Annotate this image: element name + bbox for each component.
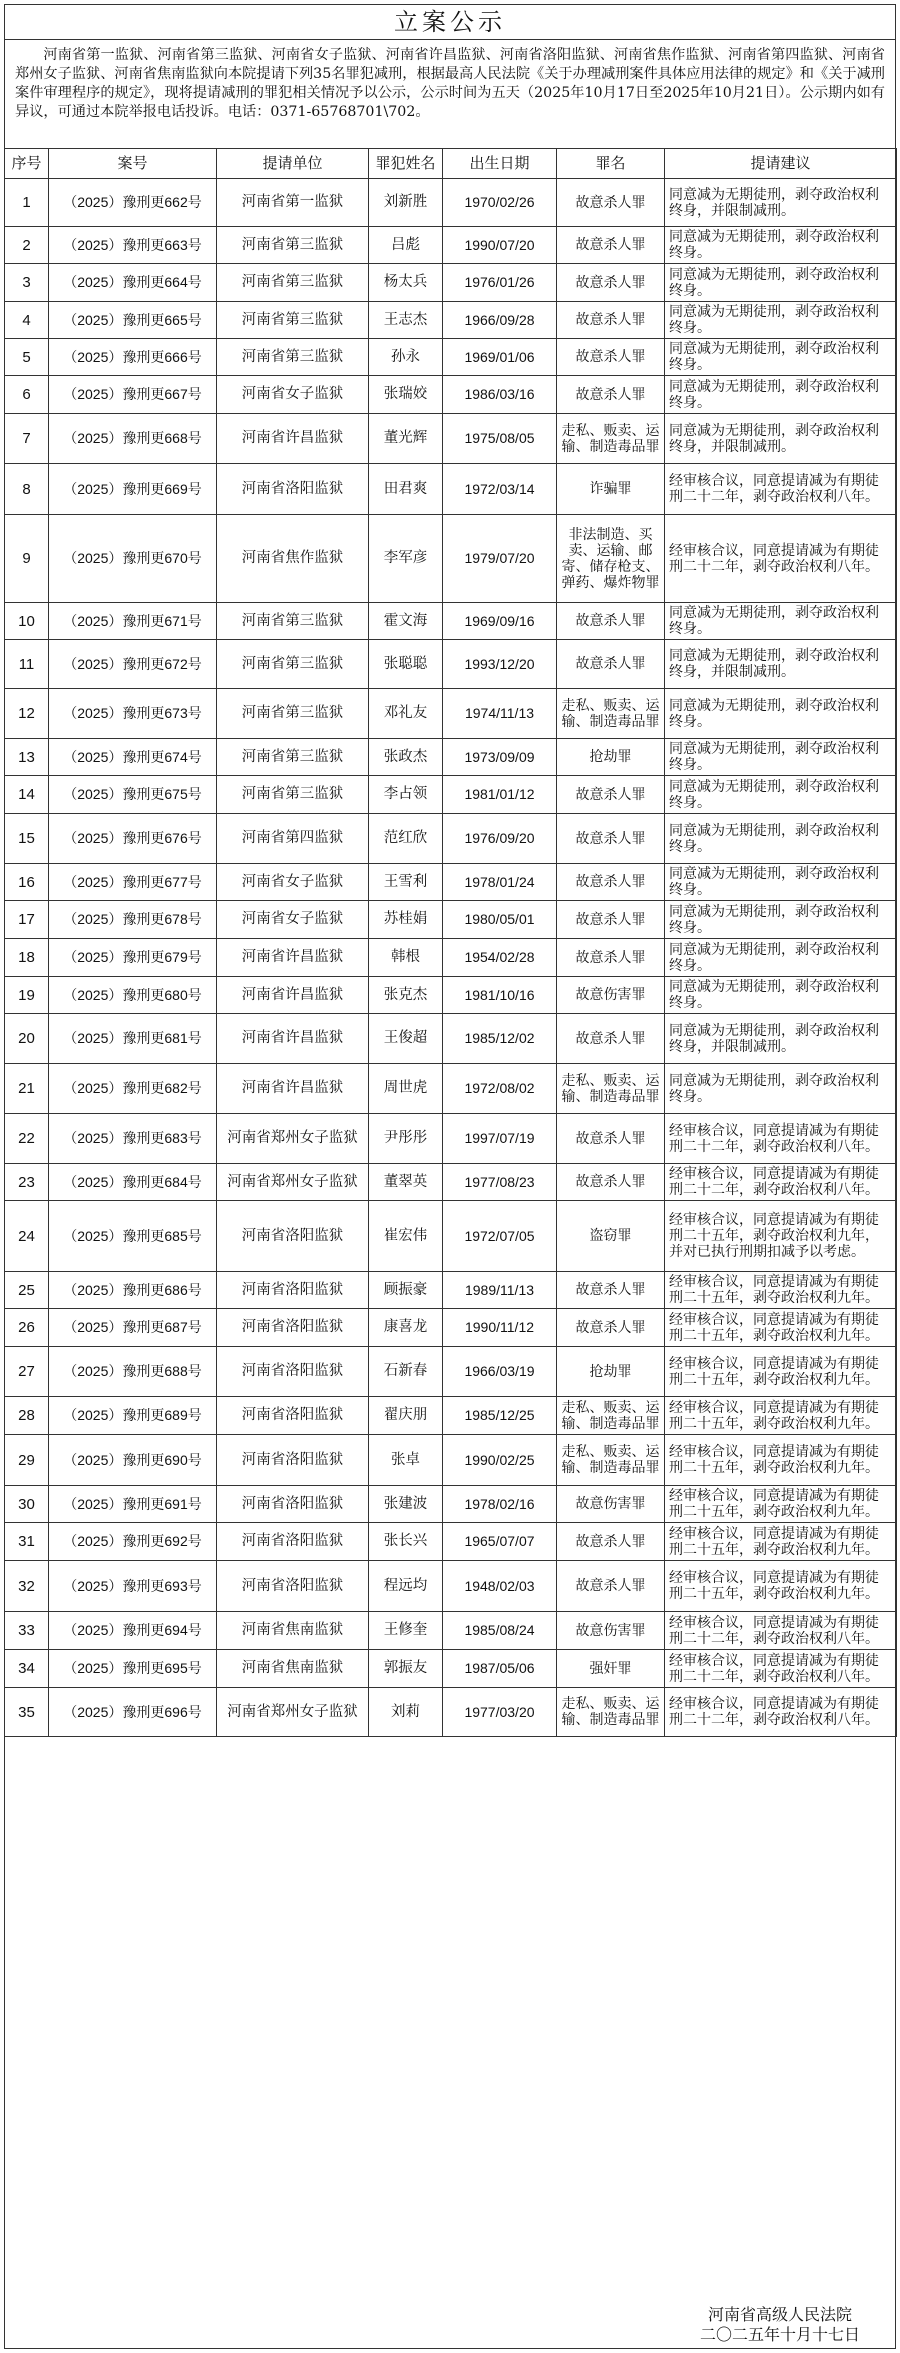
- row-suggestion: 经审核合议，同意提请减为有期徒刑二十五年，剥夺政治权利九年。: [665, 1523, 897, 1561]
- row-no: 11: [5, 640, 49, 689]
- row-crime: 故意杀人罪: [557, 776, 665, 814]
- row-dob: 1985/12/25: [443, 1397, 557, 1435]
- table-row: [5, 1650, 897, 1688]
- row-unit: 河南省焦南监狱: [217, 1650, 369, 1688]
- row-name: 张克杰: [369, 977, 443, 1014]
- row-suggestion: 经审核合议，同意提请减为有期徒刑二十五年，剥夺政治权利九年，并对已执行刑期扣减予以考虑。: [665, 1201, 897, 1272]
- row-suggestion: 同意减为无期徒刑，剥夺政治权利终身。: [665, 864, 897, 901]
- row-name: 石新春: [369, 1347, 443, 1397]
- row-crime: 故意伤害罪: [557, 1612, 665, 1650]
- table-row: [5, 1612, 897, 1650]
- notice-frame: [4, 4, 896, 2349]
- header-dob: 出生日期: [443, 149, 557, 179]
- table-row: [5, 640, 897, 689]
- row-no: 26: [5, 1309, 49, 1347]
- page-title: 立案公示: [5, 5, 895, 40]
- row-case-number: （2025）豫刑更696号: [49, 1688, 217, 1737]
- footer-court: 河南省高级人民法院: [707, 2305, 852, 2324]
- row-suggestion: 同意减为无期徒刑，剥夺政治权利终身。: [665, 1064, 897, 1114]
- row-no: 23: [5, 1164, 49, 1201]
- row-unit: 河南省第三监狱: [217, 227, 369, 264]
- row-crime: 故意杀人罪: [557, 376, 665, 414]
- row-no: 6: [5, 376, 49, 414]
- row-case-number: （2025）豫刑更675号: [49, 776, 217, 814]
- row-crime: 故意杀人罪: [557, 1561, 665, 1612]
- row-no: 30: [5, 1486, 49, 1523]
- row-case-number: （2025）豫刑更689号: [49, 1397, 217, 1435]
- row-dob: 1972/07/05: [443, 1201, 557, 1272]
- row-no: 9: [5, 515, 49, 603]
- row-dob: 1972/08/02: [443, 1064, 557, 1114]
- row-crime: 走私、贩卖、运输、制造毒品罪: [557, 1688, 665, 1737]
- row-suggestion: 经审核合议，同意提请减为有期徒刑二十五年，剥夺政治权利九年。: [665, 1486, 897, 1523]
- row-crime: 故意杀人罪: [557, 264, 665, 302]
- row-name: 杨太兵: [369, 264, 443, 302]
- footer-date: 二〇二五年十月十七日: [699, 2325, 860, 2344]
- row-case-number: （2025）豫刑更663号: [49, 227, 217, 264]
- row-no: 28: [5, 1397, 49, 1435]
- row-no: 2: [5, 227, 49, 264]
- row-no: 5: [5, 339, 49, 376]
- row-crime: 故意杀人罪: [557, 1272, 665, 1309]
- row-dob: 1978/01/24: [443, 864, 557, 901]
- row-unit: 河南省第三监狱: [217, 339, 369, 376]
- row-case-number: （2025）豫刑更691号: [49, 1486, 217, 1523]
- table-row: [5, 901, 897, 939]
- table-row: [5, 864, 897, 901]
- table-row: [5, 302, 897, 339]
- row-crime: 走私、贩卖、运输、制造毒品罪: [557, 1435, 665, 1486]
- row-case-number: （2025）豫刑更676号: [49, 814, 217, 864]
- row-case-number: （2025）豫刑更681号: [49, 1014, 217, 1064]
- row-unit: 河南省洛阳监狱: [217, 1201, 369, 1272]
- row-no: 35: [5, 1688, 49, 1737]
- row-unit: 河南省第四监狱: [217, 814, 369, 864]
- row-unit: 河南省洛阳监狱: [217, 1523, 369, 1561]
- row-name: 康喜龙: [369, 1309, 443, 1347]
- row-no: 24: [5, 1201, 49, 1272]
- table-row: [5, 814, 897, 864]
- row-no: 34: [5, 1650, 49, 1688]
- row-case-number: （2025）豫刑更690号: [49, 1435, 217, 1486]
- row-crime: 走私、贩卖、运输、制造毒品罪: [557, 414, 665, 464]
- row-case-number: （2025）豫刑更695号: [49, 1650, 217, 1688]
- row-unit: 河南省洛阳监狱: [217, 1561, 369, 1612]
- row-suggestion: 经审核合议，同意提请减为有期徒刑二十二年，剥夺政治权利八年。: [665, 1612, 897, 1650]
- row-suggestion: 同意减为无期徒刑，剥夺政治权利终身，并限制减刑。: [665, 414, 897, 464]
- row-no: 22: [5, 1114, 49, 1164]
- row-case-number: （2025）豫刑更664号: [49, 264, 217, 302]
- row-case-number: （2025）豫刑更682号: [49, 1064, 217, 1114]
- row-case-number: （2025）豫刑更677号: [49, 864, 217, 901]
- table-row: [5, 339, 897, 376]
- row-crime: 故意杀人罪: [557, 640, 665, 689]
- row-suggestion: 经审核合议，同意提请减为有期徒刑二十二年，剥夺政治权利八年。: [665, 1164, 897, 1201]
- row-crime: 诈骗罪: [557, 464, 665, 515]
- row-suggestion: 同意减为无期徒刑，剥夺政治权利终身。: [665, 603, 897, 640]
- row-crime: 故意杀人罪: [557, 814, 665, 864]
- table-row: [5, 1272, 897, 1309]
- table-row: [5, 1435, 897, 1486]
- row-dob: 1969/09/16: [443, 603, 557, 640]
- row-dob: 1974/11/13: [443, 689, 557, 739]
- row-dob: 1990/07/20: [443, 227, 557, 264]
- row-unit: 河南省焦南监狱: [217, 1612, 369, 1650]
- row-name: 张建波: [369, 1486, 443, 1523]
- row-crime: 故意杀人罪: [557, 901, 665, 939]
- table-body: [5, 179, 897, 1737]
- table-row: [5, 1014, 897, 1064]
- row-name: 王修奎: [369, 1612, 443, 1650]
- row-name: 程远均: [369, 1561, 443, 1612]
- row-unit: 河南省第一监狱: [217, 179, 369, 227]
- row-name: 刘新胜: [369, 179, 443, 227]
- table-row: [5, 776, 897, 814]
- row-crime: 故意杀人罪: [557, 302, 665, 339]
- row-suggestion: 同意减为无期徒刑，剥夺政治权利终身，并限制减刑。: [665, 1014, 897, 1064]
- header-crime: 罪名: [557, 149, 665, 179]
- row-dob: 1993/12/20: [443, 640, 557, 689]
- table-row: [5, 1309, 897, 1347]
- row-suggestion: 经审核合议，同意提请减为有期徒刑二十五年，剥夺政治权利九年。: [665, 1309, 897, 1347]
- row-case-number: （2025）豫刑更685号: [49, 1201, 217, 1272]
- row-dob: 1997/07/19: [443, 1114, 557, 1164]
- row-no: 25: [5, 1272, 49, 1309]
- row-suggestion: 经审核合议，同意提请减为有期徒刑二十五年，剥夺政治权利九年。: [665, 1397, 897, 1435]
- row-case-number: （2025）豫刑更693号: [49, 1561, 217, 1612]
- row-name: 田君爽: [369, 464, 443, 515]
- row-name: 尹彤彤: [369, 1114, 443, 1164]
- row-unit: 河南省女子监狱: [217, 864, 369, 901]
- row-crime: 故意杀人罪: [557, 1523, 665, 1561]
- row-dob: 1966/03/19: [443, 1347, 557, 1397]
- header-no: 序号: [5, 149, 49, 179]
- row-unit: 河南省女子监狱: [217, 901, 369, 939]
- row-case-number: （2025）豫刑更686号: [49, 1272, 217, 1309]
- row-dob: 1970/02/26: [443, 179, 557, 227]
- table-row: [5, 603, 897, 640]
- row-name: 董光辉: [369, 414, 443, 464]
- row-no: 31: [5, 1523, 49, 1561]
- row-dob: 1966/09/28: [443, 302, 557, 339]
- row-dob: 1976/01/26: [443, 264, 557, 302]
- row-case-number: （2025）豫刑更662号: [49, 179, 217, 227]
- table-row: [5, 1164, 897, 1201]
- row-case-number: （2025）豫刑更672号: [49, 640, 217, 689]
- row-name: 李军彦: [369, 515, 443, 603]
- table-row: [5, 414, 897, 464]
- row-case-number: （2025）豫刑更665号: [49, 302, 217, 339]
- row-unit: 河南省第三监狱: [217, 302, 369, 339]
- table-row: [5, 376, 897, 414]
- row-crime: 走私、贩卖、运输、制造毒品罪: [557, 1397, 665, 1435]
- row-unit: 河南省洛阳监狱: [217, 1486, 369, 1523]
- row-dob: 1973/09/09: [443, 739, 557, 776]
- row-dob: 1954/02/28: [443, 939, 557, 977]
- row-name: 张长兴: [369, 1523, 443, 1561]
- row-suggestion: 经审核合议，同意提请减为有期徒刑二十二年，剥夺政治权利八年。: [665, 1114, 897, 1164]
- row-suggestion: 经审核合议，同意提请减为有期徒刑二十五年，剥夺政治权利九年。: [665, 1435, 897, 1486]
- row-crime: 故意杀人罪: [557, 1164, 665, 1201]
- row-no: 13: [5, 739, 49, 776]
- row-crime: 故意杀人罪: [557, 603, 665, 640]
- table-row: [5, 1201, 897, 1272]
- row-suggestion: 同意减为无期徒刑，剥夺政治权利终身。: [665, 901, 897, 939]
- row-dob: 1948/02/03: [443, 1561, 557, 1612]
- table-row: [5, 1688, 897, 1737]
- row-case-number: （2025）豫刑更678号: [49, 901, 217, 939]
- row-suggestion: 经审核合议，同意提请减为有期徒刑二十二年，剥夺政治权利八年。: [665, 1688, 897, 1737]
- row-crime: 故意伤害罪: [557, 977, 665, 1014]
- row-name: 韩根: [369, 939, 443, 977]
- row-case-number: （2025）豫刑更680号: [49, 977, 217, 1014]
- table-row: [5, 1523, 897, 1561]
- row-case-number: （2025）豫刑更679号: [49, 939, 217, 977]
- row-name: 苏桂娟: [369, 901, 443, 939]
- row-no: 8: [5, 464, 49, 515]
- row-suggestion: 同意减为无期徒刑，剥夺政治权利终身，并限制减刑。: [665, 640, 897, 689]
- row-suggestion: 经审核合议，同意提请减为有期徒刑二十五年，剥夺政治权利九年。: [665, 1347, 897, 1397]
- table-row: [5, 1347, 897, 1397]
- row-name: 周世虎: [369, 1064, 443, 1114]
- row-crime: 故意杀人罪: [557, 339, 665, 376]
- row-crime: 走私、贩卖、运输、制造毒品罪: [557, 1064, 665, 1114]
- row-name: 郭振友: [369, 1650, 443, 1688]
- row-name: 翟庆朋: [369, 1397, 443, 1435]
- table-row: [5, 227, 897, 264]
- row-no: 16: [5, 864, 49, 901]
- row-suggestion: 同意减为无期徒刑，剥夺政治权利终身。: [665, 977, 897, 1014]
- row-name: 王雪利: [369, 864, 443, 901]
- row-dob: 1979/07/20: [443, 515, 557, 603]
- row-crime: 走私、贩卖、运输、制造毒品罪: [557, 689, 665, 739]
- row-dob: 1990/02/25: [443, 1435, 557, 1486]
- row-suggestion: 同意减为无期徒刑，剥夺政治权利终身。: [665, 339, 897, 376]
- table-row: [5, 1486, 897, 1523]
- row-case-number: （2025）豫刑更666号: [49, 339, 217, 376]
- row-suggestion: 同意减为无期徒刑，剥夺政治权利终身。: [665, 739, 897, 776]
- row-unit: 河南省洛阳监狱: [217, 1272, 369, 1309]
- row-unit: 河南省女子监狱: [217, 376, 369, 414]
- row-suggestion: 经审核合议，同意提请减为有期徒刑二十二年，剥夺政治权利八年。: [665, 515, 897, 603]
- row-no: 32: [5, 1561, 49, 1612]
- row-unit: 河南省第三监狱: [217, 264, 369, 302]
- row-case-number: （2025）豫刑更684号: [49, 1164, 217, 1201]
- row-dob: 1977/08/23: [443, 1164, 557, 1201]
- row-name: 刘莉: [369, 1688, 443, 1737]
- row-case-number: （2025）豫刑更694号: [49, 1612, 217, 1650]
- row-unit: 河南省第三监狱: [217, 603, 369, 640]
- row-dob: 1987/05/06: [443, 1650, 557, 1688]
- row-case-number: （2025）豫刑更671号: [49, 603, 217, 640]
- row-unit: 河南省第三监狱: [217, 776, 369, 814]
- row-dob: 1986/03/16: [443, 376, 557, 414]
- row-dob: 1977/03/20: [443, 1688, 557, 1737]
- row-suggestion: 同意减为无期徒刑，剥夺政治权利终身。: [665, 227, 897, 264]
- row-unit: 河南省洛阳监狱: [217, 464, 369, 515]
- table-row: [5, 515, 897, 603]
- row-name: 张卓: [369, 1435, 443, 1486]
- row-unit: 河南省第三监狱: [217, 689, 369, 739]
- row-crime: 故意杀人罪: [557, 864, 665, 901]
- row-case-number: （2025）豫刑更670号: [49, 515, 217, 603]
- table-row: [5, 464, 897, 515]
- row-no: 19: [5, 977, 49, 1014]
- row-name: 孙永: [369, 339, 443, 376]
- row-no: 18: [5, 939, 49, 977]
- row-no: 15: [5, 814, 49, 864]
- row-case-number: （2025）豫刑更669号: [49, 464, 217, 515]
- row-case-number: （2025）豫刑更668号: [49, 414, 217, 464]
- row-no: 17: [5, 901, 49, 939]
- row-unit: 河南省郑州女子监狱: [217, 1164, 369, 1201]
- row-unit: 河南省焦作监狱: [217, 515, 369, 603]
- row-no: 20: [5, 1014, 49, 1064]
- row-dob: 1965/07/07: [443, 1523, 557, 1561]
- row-case-number: （2025）豫刑更667号: [49, 376, 217, 414]
- row-unit: 河南省许昌监狱: [217, 977, 369, 1014]
- row-name: 王志杰: [369, 302, 443, 339]
- row-case-number: （2025）豫刑更674号: [49, 739, 217, 776]
- table-row: [5, 1114, 897, 1164]
- row-unit: 河南省洛阳监狱: [217, 1397, 369, 1435]
- row-suggestion: 同意减为无期徒刑，剥夺政治权利终身。: [665, 939, 897, 977]
- row-suggestion: 同意减为无期徒刑，剥夺政治权利终身。: [665, 814, 897, 864]
- case-table: [4, 148, 897, 1737]
- row-crime: 故意杀人罪: [557, 227, 665, 264]
- row-case-number: （2025）豫刑更688号: [49, 1347, 217, 1397]
- row-no: 12: [5, 689, 49, 739]
- row-crime: 抢劫罪: [557, 739, 665, 776]
- row-unit: 河南省洛阳监狱: [217, 1435, 369, 1486]
- row-dob: 1975/08/05: [443, 414, 557, 464]
- footer: [700, 2305, 860, 2345]
- row-suggestion: 同意减为无期徒刑，剥夺政治权利终身。: [665, 776, 897, 814]
- header-name: 罪犯姓名: [369, 149, 443, 179]
- row-no: 3: [5, 264, 49, 302]
- row-suggestion: 同意减为无期徒刑，剥夺政治权利终身。: [665, 376, 897, 414]
- row-crime: 故意杀人罪: [557, 1114, 665, 1164]
- table-row: [5, 689, 897, 739]
- header-unit: 提请单位: [217, 149, 369, 179]
- row-no: 29: [5, 1435, 49, 1486]
- row-name: 李占领: [369, 776, 443, 814]
- table-row: [5, 939, 897, 977]
- row-unit: 河南省许昌监狱: [217, 1014, 369, 1064]
- row-name: 张聪聪: [369, 640, 443, 689]
- table-row: [5, 179, 897, 227]
- row-dob: 1981/10/16: [443, 977, 557, 1014]
- row-no: 7: [5, 414, 49, 464]
- row-crime: 故意杀人罪: [557, 1014, 665, 1064]
- table-header-row: [5, 149, 897, 179]
- row-dob: 1981/01/12: [443, 776, 557, 814]
- row-dob: 1985/12/02: [443, 1014, 557, 1064]
- table-row: [5, 739, 897, 776]
- table-row: [5, 264, 897, 302]
- row-unit: 河南省许昌监狱: [217, 1064, 369, 1114]
- row-unit: 河南省郑州女子监狱: [217, 1688, 369, 1737]
- row-suggestion: 同意减为无期徒刑，剥夺政治权利终身，并限制减刑。: [665, 179, 897, 227]
- row-crime: 强奸罪: [557, 1650, 665, 1688]
- row-case-number: （2025）豫刑更692号: [49, 1523, 217, 1561]
- row-dob: 1990/11/12: [443, 1309, 557, 1347]
- header-suggestion: 提请建议: [665, 149, 897, 179]
- row-name: 张瑞姣: [369, 376, 443, 414]
- row-case-number: （2025）豫刑更687号: [49, 1309, 217, 1347]
- row-dob: 1980/05/01: [443, 901, 557, 939]
- row-no: 14: [5, 776, 49, 814]
- table-row: [5, 1064, 897, 1114]
- row-dob: 1978/02/16: [443, 1486, 557, 1523]
- row-crime: 盗窃罪: [557, 1201, 665, 1272]
- row-case-number: （2025）豫刑更673号: [49, 689, 217, 739]
- row-name: 霍文海: [369, 603, 443, 640]
- row-unit: 河南省许昌监狱: [217, 939, 369, 977]
- row-unit: 河南省许昌监狱: [217, 414, 369, 464]
- row-crime: 抢劫罪: [557, 1347, 665, 1397]
- row-suggestion: 同意减为无期徒刑，剥夺政治权利终身。: [665, 302, 897, 339]
- row-suggestion: 经审核合议，同意提请减为有期徒刑二十五年，剥夺政治权利九年。: [665, 1272, 897, 1309]
- row-no: 27: [5, 1347, 49, 1397]
- row-suggestion: 同意减为无期徒刑，剥夺政治权利终身。: [665, 264, 897, 302]
- row-name: 吕彪: [369, 227, 443, 264]
- row-no: 10: [5, 603, 49, 640]
- row-name: 张政杰: [369, 739, 443, 776]
- row-dob: 1969/01/06: [443, 339, 557, 376]
- row-dob: 1976/09/20: [443, 814, 557, 864]
- row-name: 范红欣: [369, 814, 443, 864]
- row-unit: 河南省洛阳监狱: [217, 1309, 369, 1347]
- table-row: [5, 977, 897, 1014]
- row-crime: 非法制造、买卖、运输、邮寄、储存枪支、弹药、爆炸物罪: [557, 515, 665, 603]
- row-unit: 河南省郑州女子监狱: [217, 1114, 369, 1164]
- row-unit: 河南省第三监狱: [217, 739, 369, 776]
- row-unit: 河南省第三监狱: [217, 640, 369, 689]
- row-dob: 1972/03/14: [443, 464, 557, 515]
- row-no: 33: [5, 1612, 49, 1650]
- row-name: 顾振豪: [369, 1272, 443, 1309]
- table-row: [5, 1397, 897, 1435]
- table-row: [5, 1561, 897, 1612]
- row-crime: 故意杀人罪: [557, 1309, 665, 1347]
- row-suggestion: 经审核合议，同意提请减为有期徒刑二十二年，剥夺政治权利八年。: [665, 464, 897, 515]
- row-case-number: （2025）豫刑更683号: [49, 1114, 217, 1164]
- row-no: 21: [5, 1064, 49, 1114]
- row-suggestion: 同意减为无期徒刑，剥夺政治权利终身。: [665, 689, 897, 739]
- row-dob: 1985/08/24: [443, 1612, 557, 1650]
- intro-paragraph: 河南省第一监狱、河南省第三监狱、河南省女子监狱、河南省许昌监狱、河南省洛阳监狱、河南省焦作监狱、河南省第四监狱、河南省郑州女子监狱、河南省焦南监狱向本院提请下列35名罪犯减刑，根据最高人民法院《关于办理减刑案件具体应用法律的规定》和《关于减刑案件审理程序的规定》，现将提请减刑的罪犯相关情况予以公示，公示时间为五天（2025年10月17日至2025年10月21日）。公示期内如有异议，可通过本院举报电话投诉。电话：0371-65768701\702。: [15, 47, 885, 120]
- row-crime: 故意杀人罪: [557, 939, 665, 977]
- row-suggestion: 经审核合议，同意提请减为有期徒刑二十五年，剥夺政治权利九年。: [665, 1561, 897, 1612]
- row-no: 1: [5, 179, 49, 227]
- row-name: 王俊超: [369, 1014, 443, 1064]
- row-crime: 故意伤害罪: [557, 1486, 665, 1523]
- row-no: 4: [5, 302, 49, 339]
- row-name: 崔宏伟: [369, 1201, 443, 1272]
- row-name: 董翠英: [369, 1164, 443, 1201]
- header-case: 案号: [49, 149, 217, 179]
- row-suggestion: 经审核合议，同意提请减为有期徒刑二十二年，剥夺政治权利八年。: [665, 1650, 897, 1688]
- row-dob: 1989/11/13: [443, 1272, 557, 1309]
- row-crime: 故意杀人罪: [557, 179, 665, 227]
- row-name: 邓礼友: [369, 689, 443, 739]
- row-unit: 河南省洛阳监狱: [217, 1347, 369, 1397]
